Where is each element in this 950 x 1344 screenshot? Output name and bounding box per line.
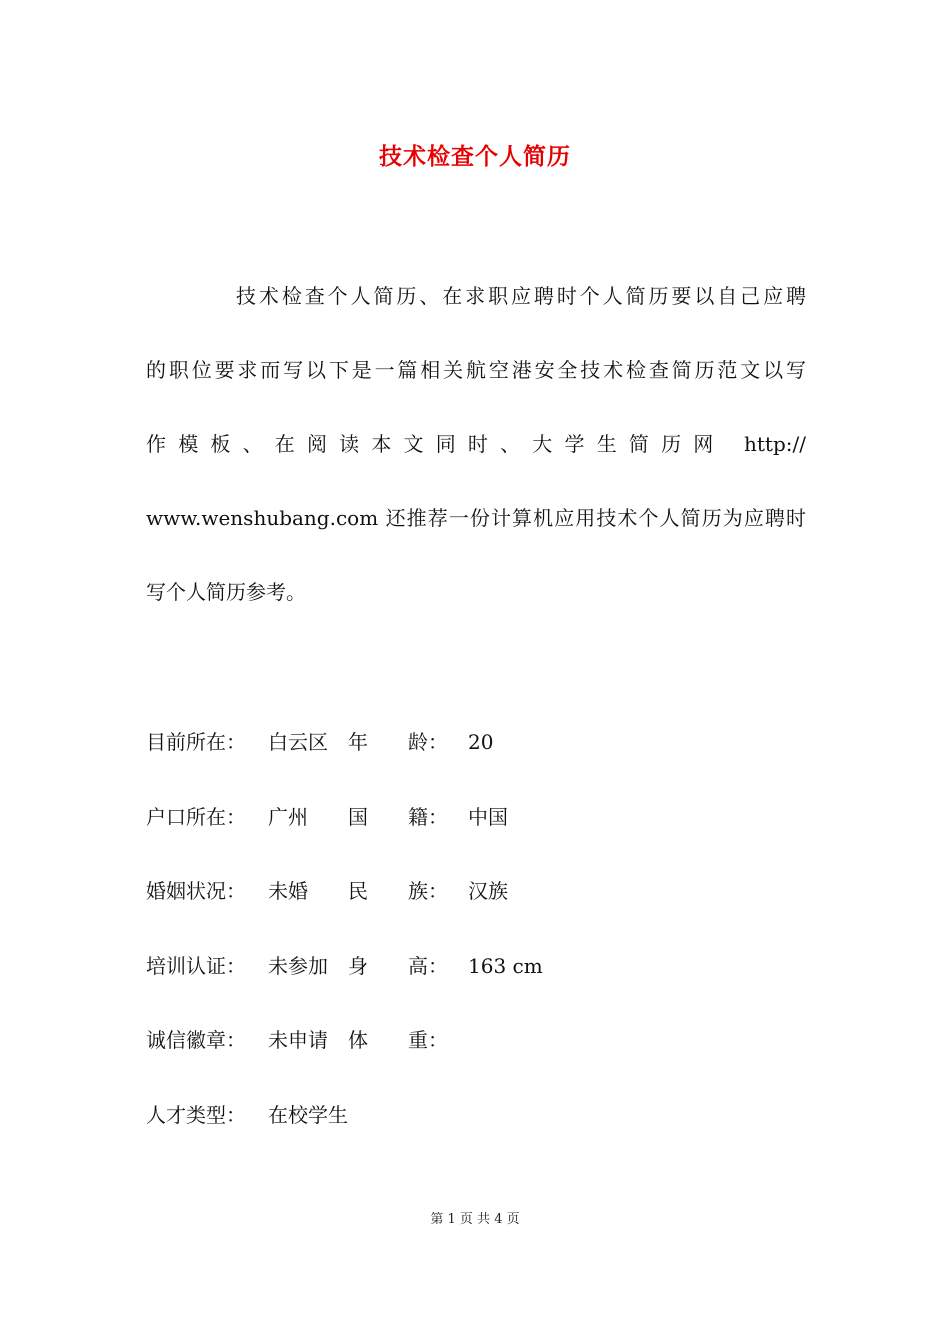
info-row [146,1098,543,1173]
intro-line-2: 的职位要求而写以下是一篇相关航空港安全技术检查简历范文以写 [146,358,806,382]
info-row [146,725,543,800]
info-label: 国 籍： [348,804,448,829]
info-row [146,1023,543,1098]
info-value: 未婚 [268,879,308,903]
info-value: 未参加 [268,953,328,978]
info-label: 民 族： [348,879,448,903]
info-label: 年 龄： [348,730,448,754]
info-table [146,725,543,1172]
info-row [146,800,543,875]
info-label: 身 高： [348,953,448,978]
info-row [146,949,543,1024]
info-label: 诚信徽章： [146,1028,246,1052]
info-label: 目前所在： [146,730,246,754]
info-label: 户口所在： [146,804,246,829]
info-value: 在校学生 [268,1102,348,1127]
info-value: 白云区 [268,730,328,754]
info-value: 163 cm [468,953,543,978]
info-value: 汉族 [468,879,508,903]
intro-line-4: www.wenshubang.com 还推荐一份计算机应用技术个人简历为应聘时 [146,506,806,530]
info-value: 广州 [268,804,308,829]
info-label: 培训认证： [146,953,246,978]
info-label: 人才类型： [146,1102,246,1127]
info-row [146,874,543,949]
info-label: 体 重： [348,1028,448,1052]
intro-line-5: 写个人简历参考。 [146,580,306,604]
page-footer: 第 1 页 共 4 页 [430,1212,520,1227]
info-value: 中国 [468,804,508,829]
info-value: 20 [468,730,494,754]
intro-paragraph [146,276,806,646]
info-value: 未申请 [268,1028,328,1052]
info-label: 婚姻状况： [146,879,246,903]
document-title: 技术检查个人简历 [379,143,571,170]
intro-line-3: 作模板、在阅读本文同时、大学生简历网 http:// [146,432,806,456]
intro-line-1: 技术检查个人简历、在求职应聘时个人简历要以自己应聘 [236,284,806,308]
